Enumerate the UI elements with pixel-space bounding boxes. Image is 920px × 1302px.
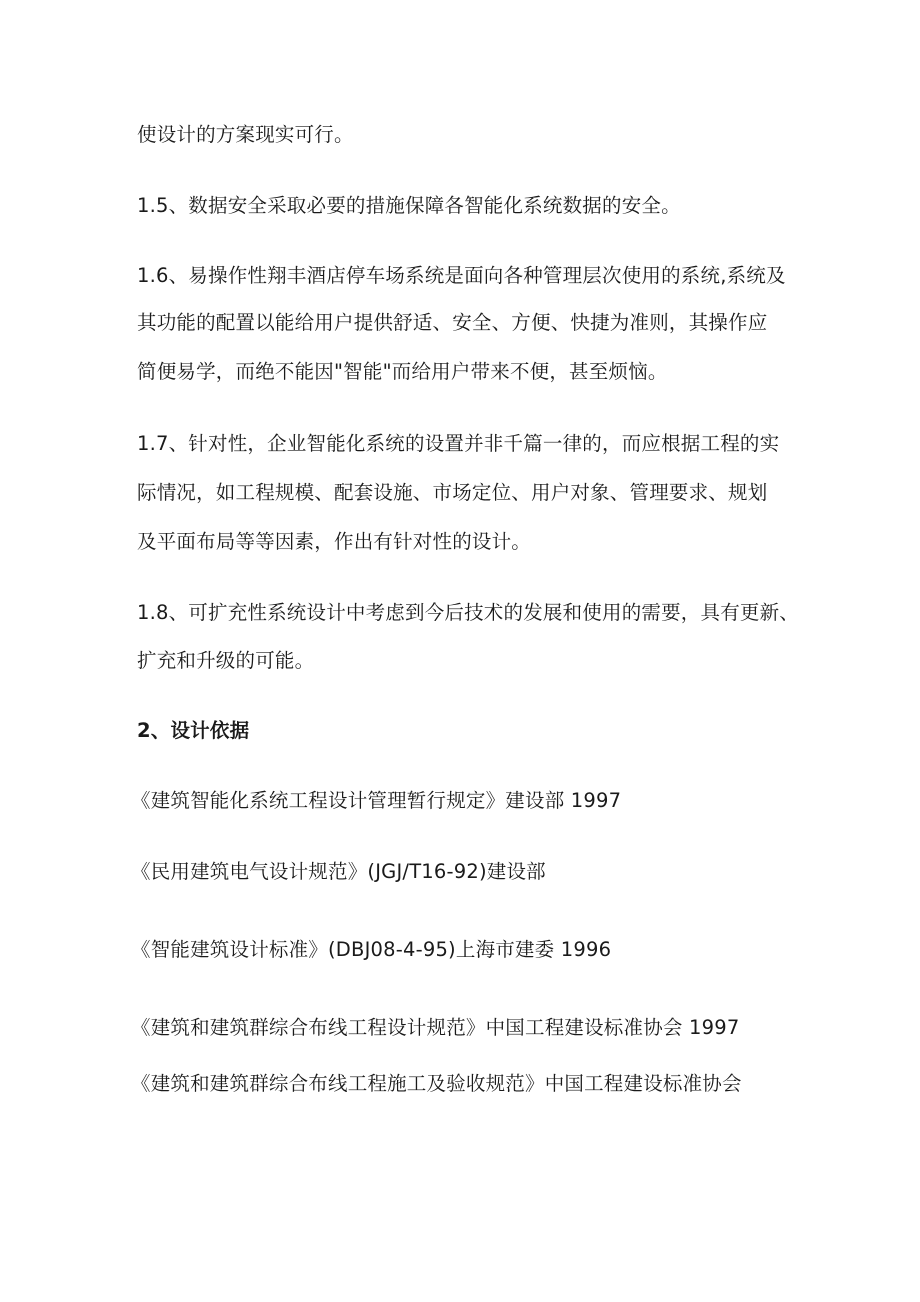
section-heading-design-basis: 2、设计依据 [137, 719, 250, 742]
paragraph-item-1-6-line-2: 其功能的配置以能给用户提供舒适、安全、方便、快捷为准则，其操作应 [137, 311, 768, 334]
reference-item-2: 《民用建筑电气设计规范》(JGJ/T16-92)建设部 [131, 860, 546, 883]
paragraph-continuation: 使设计的方案现实可行。 [137, 123, 354, 146]
reference-item-5: 《建筑和建筑群综合布线工程施工及验收规范》中国工程建设标准协会 [131, 1072, 742, 1095]
paragraph-item-1-8-line-2: 扩充和升级的可能。 [137, 649, 315, 672]
paragraph-item-1-7-line-3: 及平面布局等等因素，作出有针对性的设计。 [137, 530, 532, 553]
paragraph-item-1-5: 1.5、数据安全采取必要的措施保障各智能化系统数据的安全。 [137, 194, 681, 217]
paragraph-item-1-7-line-2: 际情况，如工程规模、配套设施、市场定位、用户对象、管理要求、规划 [137, 481, 768, 504]
reference-item-4: 《建筑和建筑群综合布线工程设计规范》中国工程建设标准协会 1997 [131, 1016, 740, 1039]
reference-item-3: 《智能建筑设计标准》(DBJ08-4-95)上海市建委 1996 [131, 938, 612, 961]
paragraph-item-1-6-line-1: 1.6、易操作性翔丰酒店停车场系统是面向各种管理层次使用的系统,系统及 [137, 264, 786, 287]
paragraph-item-1-7-line-1: 1.7、针对性，企业智能化系统的设置并非千篇一律的，而应根据工程的实 [137, 432, 780, 455]
paragraph-item-1-6-line-3: 简便易学，而绝不能因"智能"而给用户带来不便，甚至烦恼。 [137, 360, 668, 383]
reference-item-1: 《建筑智能化系统工程设计管理暂行规定》建设部 1997 [131, 789, 622, 812]
paragraph-item-1-8-line-1: 1.8、可扩充性系统设计中考虑到今后技术的发展和使用的需要，具有更新、 [137, 601, 800, 624]
